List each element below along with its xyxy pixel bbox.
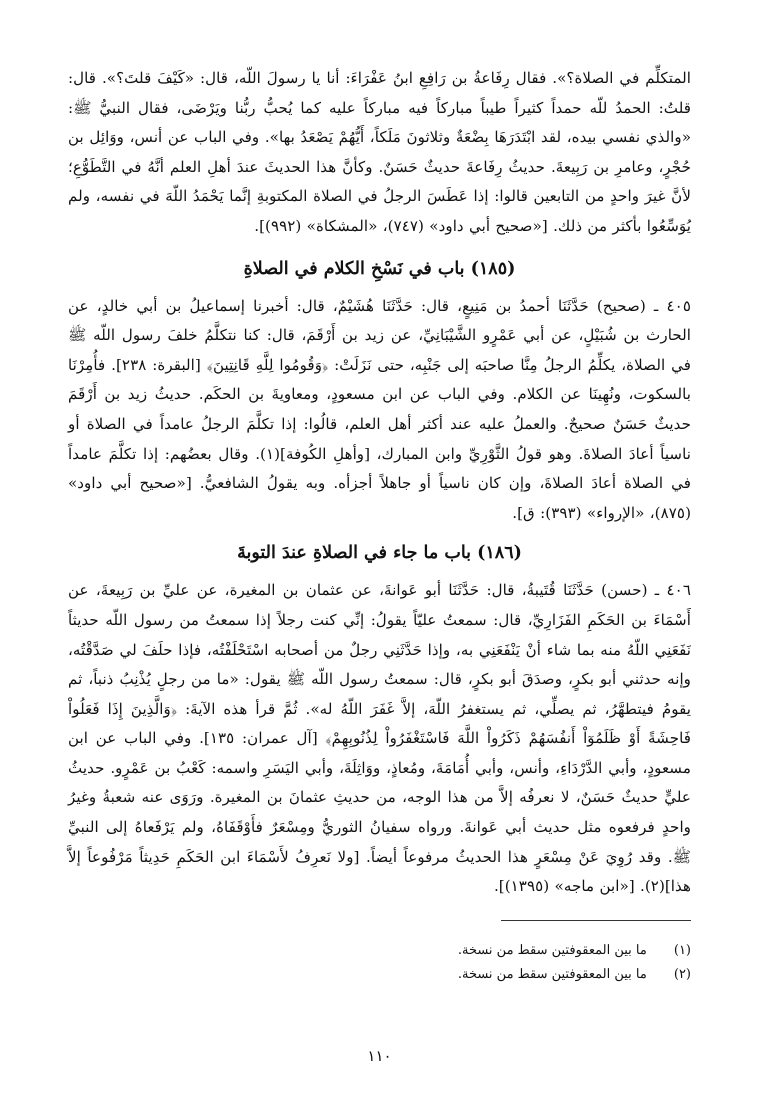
footnote-text: ما بين المعقوفتين سقط من نسخة. — [457, 942, 647, 958]
footnote-number: (٢) — [673, 966, 691, 982]
hadith-paragraph-405: ٤٠٥ ـ (صحيح) حَدَّثَنَا أحمدُ بن مَنِيعٍ، قال: حَدَّثَنَا هُشَيْمٌ، قال: أخبرنا إسماعيلُ بن أبي خالدٍ، عن الحارث بن شُبَيْلٍ، عن أبي عَمْرٍو الشَّيْبَانِيِّ، عن زيد بن أَرْقَمَ، قال: كنا نتكلَّمُ خلفَ رسول اللّه ﷺ في الصلاة، يكلِّمُ الرجلُ مِنَّا صاحبَه إلى جَنْبِه، حتى نَزَلَتْ: ﴿وَقُومُوا لِلَّهِ قَانِتِينَ﴾ [البقرة: ٢٣٨]. فأُمِرْنَا بالسكوت، ونُهِينَا عن الكلام. وفي الباب عن ابن مسعودٍ، ومعاويةَ بن الحكَم. حديثُ زيد بن أَرْقَمَ حديثٌ حَسَنٌ صحيحٌ. والعملُ عليه عند أكثر أهل العلم، قالُوا: إذا تكلَّمَ الرجلُ عامداً في الصلاة أو ناسياً أعادَ الصلاةَ. وهو قولُ الثَّوْرِيِّ وابن المبارك، [وأهلِ الكُوفة](١). وقال بعضُهم: إذا تكلَّمَ عامداً في الصلاة أعادَ الصلاةَ، وإن كان ناسياً أو جاهلاً أجزأه. وبه يقولُ الشافعيُّ. [«صحيح أبي داود» (٨٧٥)، «الإرواء» (٣٩٣): ق]. — [68, 296, 691, 522]
page-number: ١١٠ — [367, 1047, 392, 1065]
chapter-heading-185: (١٨٥) باب في نَسْخِ الكلام في الصلاةِ — [243, 258, 516, 279]
footnote-2 — [68, 963, 691, 987]
footnote-divider — [501, 920, 691, 921]
hadith-paragraph-406: ٤٠٦ ـ (حسن) حَدَّثَنَا قُتَيبةُ، قال: حَدَّثَنَا أبو عَوانةَ، عن عثمان بن المغيرة، عن عليِّ بن رَبِيعةَ، عن أَسْمَاءَ بن الحَكَمِ الفَزَارِيِّ، قال: سمعتُ عليّاً يقولُ: إنِّي كنت رجلاً إذا سمعتُ من رسول اللّه حديثاً نَفَعَنِي اللّهُ منه بما شاء أنْ يَنْفَعَنِي به، وإذا حَدَّثَنِي رجلٌ من أصحابه اسْتَحْلَفْتُه، فإذا حلَفَ لي صَدَّقْتُه، وإنه حدثني أبو بكرٍ، وصدَقَ أبو بكرٍ، قال: سمعتُ رسول اللّه ﷺ يقول: «ما من رجلٍ يُذْنِبُ ذنباً، ثم يقومُ فيتطهَّرُ، ثم يصلِّي، ثم يستغفرُ اللّهَ، إلاَّ غَفَرَ اللّهُ له». ثُمَّ قرأ هذه الآيةَ: ﴿وَالَّذِينَ إِذَا فَعَلُواْ فَاحِشَةً أَوْ ظَلَمُوٓاْ أَنفُسَهُمْ ذَكَرُواْ اللَّهَ فَاسْتَغْفَرُواْ لِذُنُوبِهِمْ﴾ [آل عمران: ١٣٥]. وفي الباب عن ابن مسعودٍ، وأبي الدَّرْدَاءِ، وأنس، وأبي أُمَامَةَ، ومُعاذٍ، ووَاثِلَةَ، وأبي اليَسَرِ واسمه: كَعْبُ بن عَمْرٍو. حديثُ عليٍّ حديثٌ حَسَنٌ، لا نعرفُه إلاَّ من هذا الوجه، من حديثِ عثمانَ بن المغيرة. ورَوَى عنه شعبةُ وغيرُ واحدٍ فرفعوه مثل حديث أبي عَوانةَ. ورواه سفيانُ الثوريُّ ومِسْعَرٌ فأَوْقَفَاهُ، ولم يَرْفَعاهُ إلى النبيِّ ﷺ. وقد رُوِيَ عَنْ مِسْعَرٍ هذا الحديثُ مرفوعاً أيضاً. [ولا نَعرِفُ لأَسْمَاءَ ابن الحَكَمِ حَدِيثاً مَرْفُوعاً إلاَّ هذا](٢). [«ابن ماجه» (١٣٩٥)]. — [68, 581, 691, 896]
footnote-text: ما بين المعقوفتين سقط من نسخة. — [457, 966, 647, 982]
chapter-heading-186: (١٨٦) باب ما جاء في الصلاةِ عندَ التوبةَ — [237, 543, 522, 564]
body-paragraph-intro: المتكلِّم في الصلاة؟». فقال رِفَاعةُ بن رَافِعِ ابنُ عَفْرَاءَ: أنا يا رسولَ اللّه، قال: «كَيْفَ قلتَ؟». قال: قلتُ: الحمدُ للّه حمداً كثيراً طيباً مباركاً فيه مباركاً عليه كما يُحبُّ ربُّنا ويَرْضَى، فقال النبيُّ ﷺ: «والذي نفسي بيده، لقد ابْتَدَرَهَا بِضْعَةٌ وثلاثونَ مَلَكاً، أَيُّهُمْ يَصْعَدُ بها». وفي الباب عن أنس، ووَائِل بن حُجْرٍ، وعامرِ بن رَبِيعةَ. حديثُ رِفَاعةَ حديثٌ حَسَنٌ. وكأنَّ هذا الحديثَ عندَ أهلِ العلم أنَّهُ في التَّطَوُّعِ؛ لأنَّ غيرَ واحدٍ من التابعين قالوا: إذا عَطَسَ الرجلُ في الصلاة المكتوبةِ إنَّما يَحْمَدُ اللّهَ في نفسه، ولم يُوَسِّعُوا بأكثر من ذلك. [«صحيح أبي داود» (٧٤٧)، «المشكاة» (٩٩٢)]. — [68, 69, 691, 235]
page-content — [68, 64, 691, 1094]
footnote-number: (١) — [673, 942, 691, 958]
footnote-1 — [68, 939, 691, 963]
